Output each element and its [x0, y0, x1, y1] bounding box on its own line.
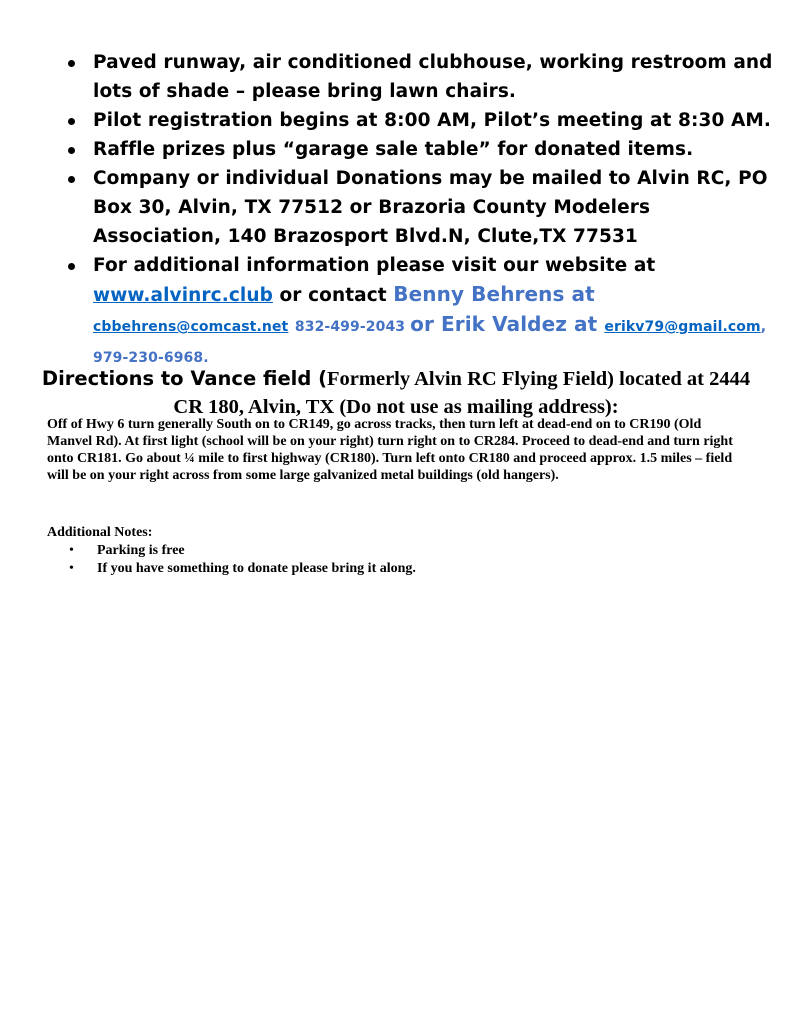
- note-text: If you have something to donate please bring it along.: [97, 560, 416, 576]
- contact2-name: or Erik Valdez at: [410, 312, 605, 336]
- bullet-text: Paved runway, air conditioned clubhouse, working restroom and lots of shade – please bring lawn chairs.: [93, 52, 773, 102]
- bullet-dot-icon: •: [69, 543, 74, 558]
- list-item: [66, 48, 778, 106]
- directions-heading-rest: Formerly Alvin RC Flying Field) located at 2444 CR 180, Alvin, TX (Do not use as mailing address):: [173, 368, 751, 418]
- list-item: [47, 542, 416, 560]
- bullet-dot-icon: [68, 263, 75, 270]
- bullet-dot-icon: [68, 176, 75, 183]
- list-item-contact: [66, 251, 778, 373]
- bullet-dot-icon: •: [69, 560, 74, 576]
- list-item: [47, 560, 416, 578]
- notes-title: Additional Notes:: [47, 525, 153, 540]
- contact-text: or contact: [272, 285, 394, 306]
- bullet-dot-icon: [68, 118, 75, 125]
- list-item: [66, 135, 778, 164]
- contact2-phone: , 979-230-6968.: [93, 319, 767, 366]
- bullet-dot-icon: [68, 147, 75, 154]
- bullet-text: Pilot registration begins at 8:00 AM, Pilot’s meeting at 8:30 AM.: [93, 110, 772, 131]
- notes-list: [47, 542, 416, 577]
- contact2-email-link[interactable]: erikv79@gmail.com: [604, 319, 761, 335]
- contact-intro: For additional information please visit our website at: [93, 255, 656, 276]
- list-item: [66, 164, 778, 251]
- directions-body: Off of Hwy 6 turn generally South on to CR149, go across tracks, then turn left at dead-end on to CR190 (Old Manvel Rd). At first light (school will be on your right) turn right on to CR284. Proceed to dead-end and turn right onto CR181. Go about ¼ mile to first highway (CR180). Turn left onto CR180 and proceed approx. 1.5 miles – field will be on your right across from some large galvanized metal buildings (old hangers).: [47, 417, 733, 483]
- contact1-name: Benny Behrens at: [393, 282, 595, 306]
- bullet-dot-icon: [68, 60, 75, 67]
- list-item: [66, 106, 778, 135]
- website-link[interactable]: www.alvinrc.club: [93, 285, 273, 306]
- event-details-list: [66, 48, 778, 373]
- contact1-phone: 832-499-2043: [294, 319, 411, 335]
- directions-heading: [40, 366, 752, 422]
- note-text: Parking is free: [97, 543, 185, 558]
- bullet-text: Raffle prizes plus “garage sale table” for donated items.: [93, 139, 694, 160]
- directions-heading-lead: Directions to Vance field (: [41, 367, 328, 390]
- contact1-email-link[interactable]: cbbehrens@comcast.net: [93, 319, 289, 335]
- bullet-text: Company or individual Donations may be mailed to Alvin RC, PO Box 30, Alvin, TX 77512 or Brazoria County Modelers Association, 140 Brazosport Blvd.N, Clute,TX 77531: [93, 168, 768, 247]
